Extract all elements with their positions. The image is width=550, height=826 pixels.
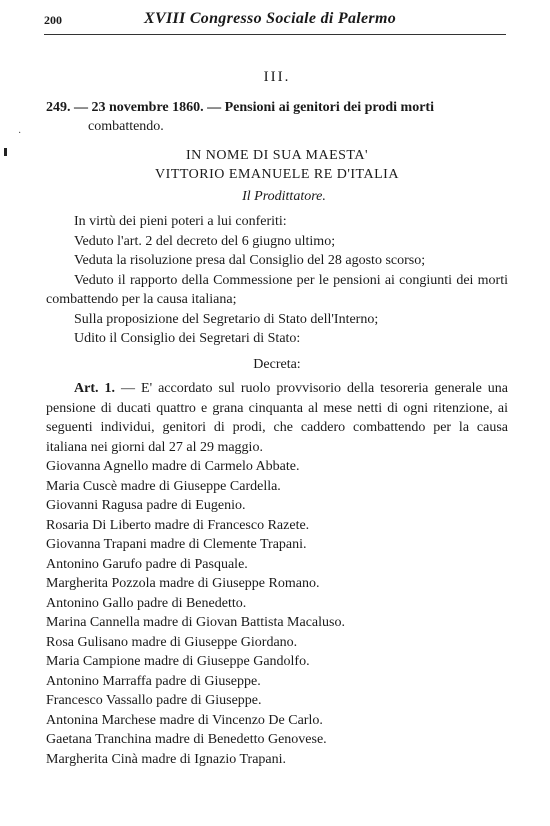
list-item: Rosa Gulisano madre di Giuseppe Giordano. <box>46 634 298 650</box>
preamble <box>46 212 508 349</box>
running-title: XVIII Congresso Sociale di Palermo <box>144 10 397 27</box>
list-item: Marina Cannella madre di Giovan Battista Macaluso. <box>46 615 345 630</box>
page-number: 200 <box>44 13 62 27</box>
header-rule <box>44 34 506 35</box>
list-item: Rosaria Di Liberto madre di Francesco Razete. <box>46 517 310 533</box>
decree-date: — 23 novembre 1860. <box>74 99 204 115</box>
preamble-clause: Veduta la risoluzione presa dal Consiglio del 28 agosto scorso; <box>74 253 426 268</box>
article-label: Art. 1. <box>74 381 115 396</box>
page-header <box>44 10 508 32</box>
list-item: Giovanni Ragusa padre di Eugenio. <box>46 498 246 513</box>
decree-heading <box>46 98 508 118</box>
preamble-clause: Veduto l'art. 2 del decreto del 6 giugno ultimo; <box>74 233 336 249</box>
decreta-heading: Decreta: <box>253 356 301 372</box>
preamble-clause: Sulla proposizione del Segretario di Stato dell'Interno; <box>74 311 379 327</box>
list-item: Antonina Marchese madre di Vincenzo De Carlo. <box>46 712 323 728</box>
list-item: Antonino Gallo padre di Benedetto. <box>46 595 247 611</box>
list-item: Francesco Vassallo padre di Giuseppe. <box>46 693 262 708</box>
list-item: Margherita Cinà madre di Ignazio Trapani. <box>46 751 287 767</box>
list-item: Maria Cuscè madre di Giuseppe Cardella. <box>46 478 281 494</box>
margin-mark <box>4 148 7 156</box>
list-item: Maria Campione madre di Giuseppe Gandolfo. <box>46 654 310 669</box>
margin-mark-tick: · <box>18 128 22 139</box>
list-item: Giovanna Trapani madre di Clemente Trapani. <box>46 537 307 552</box>
formula-line-1: IN NOME DI SUA MAESTA' <box>186 147 368 163</box>
list-item: Margherita Pozzola madre di Giuseppe Romano. <box>46 576 320 591</box>
decree-subject: — Pensioni ai genitori dei prodi morti <box>207 99 434 115</box>
preamble-clause: Veduto il rapporto della Commessione per le pensioni ai congiunti dei morti combattendo per la causa italiana; <box>46 272 508 307</box>
beneficiary-list <box>46 457 508 769</box>
decree-subject-continued: combattendo. <box>88 119 164 134</box>
preamble-clause: In virtù dei pieni poteri a lui conferiti: <box>74 214 287 229</box>
signer: Il Prodittatore. <box>242 188 326 204</box>
list-item: Antonino Garufo padre di Pasquale. <box>46 556 248 572</box>
list-item: Antonino Marraffa padre di Giuseppe. <box>46 673 261 689</box>
list-item: Giovanna Agnello madre di Carmelo Abbate. <box>46 459 300 474</box>
article-text: — E' accordato sul ruolo provvisorio della tesoreria generale una pensione di ducati quattro e grana cinquanta al mese netti di ogni ritenzione, ai seguenti individui, genitori di prodi, che caddero combattendo per la causa italiana nei giorni dal 27 al 29 maggio. <box>46 381 508 455</box>
list-item: Gaetana Tranchina madre di Benedetto Genovese. <box>46 732 327 747</box>
decree-number: 249. <box>46 99 71 115</box>
formula-line-2: VITTORIO EMANUELE RE D'ITALIA <box>155 167 399 182</box>
preamble-clause: Udito il Consiglio dei Segretari di Stato: <box>74 331 301 346</box>
section-number: III. <box>263 69 291 85</box>
article-1 <box>46 379 508 457</box>
page-content <box>46 68 508 769</box>
